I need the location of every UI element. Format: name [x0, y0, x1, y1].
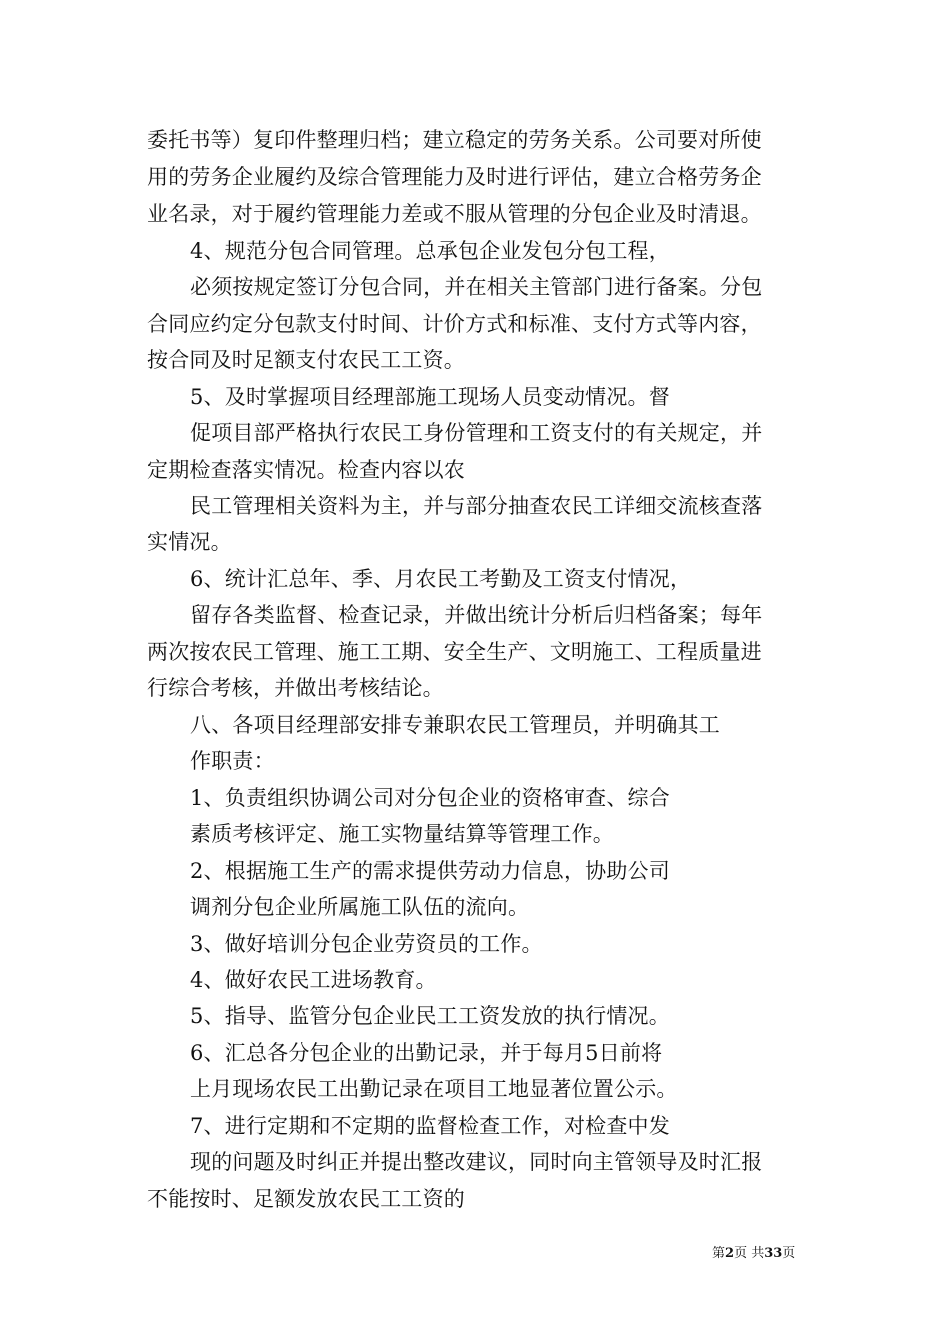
body-line: 上月现场农民工出勤记录在项目工地显著位置公示。 — [190, 1077, 678, 1101]
body-line: 2、根据施工生产的需求提供劳动力信息，协助公司 — [190, 859, 670, 883]
body-line: 现的问题及时纠正并提出整改建议，同时向主管领导及时汇报 — [190, 1150, 763, 1174]
body-line: 作职责： — [190, 749, 275, 773]
body-line: 调剂分包企业所属施工队伍的流向。 — [190, 895, 530, 919]
body-line: 5、指导、监管分包企业民工工资发放的执行情况。 — [190, 1004, 670, 1028]
body-line: 必须按规定签订分包合同，并在相关主管部门进行备案。分包 — [190, 275, 763, 299]
body-line: 用的劳务企业履约及综合管理能力及时进行评估，建立合格劳务企 — [147, 165, 762, 189]
body-line: 业名录，对于履约管理能力差或不服从管理的分包企业及时清退。 — [147, 202, 762, 226]
body-line: 6、统计汇总年、季、月农民工考勤及工资支付情况， — [190, 567, 692, 591]
body-line: 6、汇总各分包企业的出勤记录，并于每月5日前将 — [190, 1041, 663, 1065]
body-line: 素质考核评定、施工实物量结算等管理工作。 — [190, 822, 614, 846]
body-line: 八、各项目经理部安排专兼职农民工管理员，并明确其工 — [190, 713, 720, 737]
body-line: 1、负责组织协调公司对分包企业的资格审查、综合 — [190, 786, 670, 810]
body-line: 3、做好培训分包企业劳资员的工作。 — [190, 932, 543, 956]
body-line: 4、做好农民工进场教育。 — [190, 968, 437, 992]
body-line: 行综合考核，并做出考核结论。 — [147, 676, 444, 700]
footer-middle: 页 共 — [734, 1246, 765, 1261]
body-line: 7、进行定期和不定期的监督检查工作，对检查中发 — [190, 1114, 670, 1138]
body-line: 两次按农民工管理、施工工期、安全生产、文明施工、工程质量进 — [147, 640, 762, 664]
body-line: 实情况。 — [147, 530, 232, 554]
footer-page-number: 2 — [725, 1246, 735, 1261]
body-line: 5、及时掌握项目经理部施工现场人员变动情况。督 — [190, 385, 670, 409]
page-footer — [712, 1246, 795, 1262]
footer-total-pages: 33 — [764, 1246, 783, 1261]
body-line: 定期检查落实情况。检查内容以农 — [147, 458, 465, 482]
body-line: 民工管理相关资料为主，并与部分抽查农民工详细交流核查落 — [190, 494, 763, 518]
body-line: 合同应约定分包款支付时间、计价方式和标准、支付方式等内容， — [147, 312, 762, 336]
body-line: 4、规范分包合同管理。总承包企业发包分包工程， — [190, 239, 670, 263]
body-line: 委托书等）复印件整理归档；建立稳定的劳务关系。公司要对所使 — [147, 128, 762, 152]
body-line: 不能按时、足额发放农民工工资的 — [147, 1187, 465, 1211]
body-line: 按合同及时足额支付农民工工资。 — [147, 348, 465, 372]
body-line: 促项目部严格执行农民工身份管理和工资支付的有关规定，并 — [190, 421, 763, 445]
footer-prefix: 第 — [712, 1246, 726, 1261]
footer-suffix: 页 — [782, 1246, 796, 1261]
body-line: 留存各类监督、检查记录，并做出统计分析后归档备案；每年 — [190, 603, 763, 627]
